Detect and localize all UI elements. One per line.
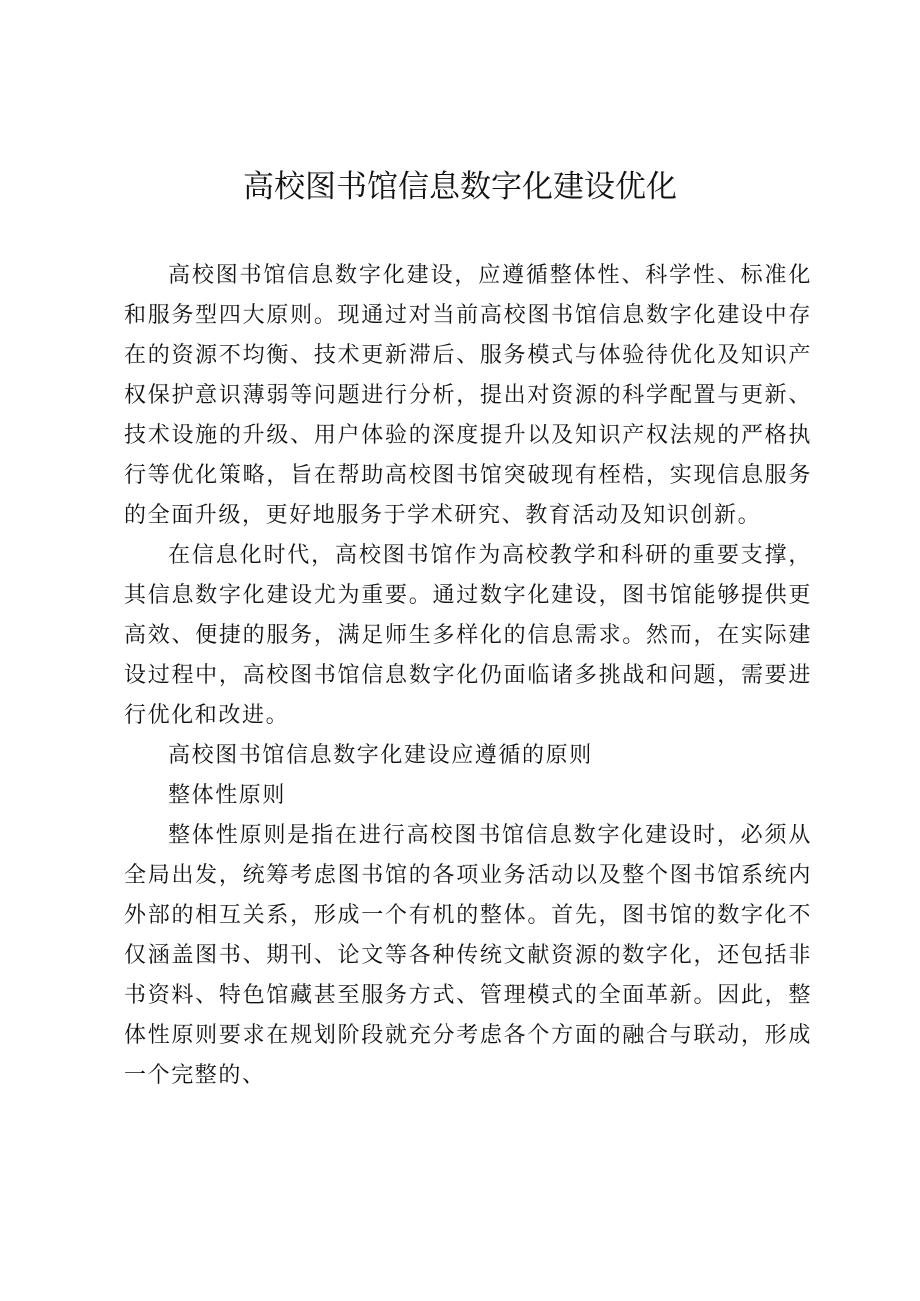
document-body (124, 256, 812, 1096)
paragraph-abstract: 高校图书馆信息数字化建设，应遵循整体性、科学性、标准化和服务型四大原则。现通过对当前高校图书馆信息数字化建设中存在的资源不均衡、技术更新滞后、服务模式与体验待优化及知识产权保护意识薄弱等问题进行分析，提出对资源的科学配置与更新、技术设施的升级、用户体验的深度提升以及知识产权法规的严格执行等优化策略，旨在帮助高校图书馆突破现有桎梏，实现信息服务的全面升级，更好地服务于学术研究、教育活动及知识创新。 (124, 263, 812, 528)
paragraph-introduction: 在信息化时代，高校图书馆作为高校教学和科研的重要支撑，其信息数字化建设尤为重要。通过数字化建设，图书馆能够提供更高效、便捷的服务，满足师生多样化的信息需求。然而，在实际建设过程中，高校图书馆信息数字化仍面临诸多挑战和问题，需要进行优化和改进。 (124, 543, 812, 728)
section-heading-principles: 高校图书馆信息数字化建设应遵循的原则 (168, 743, 593, 768)
document-title: 高校图书馆信息数字化建设优化 (243, 169, 677, 205)
subsection-heading-integrity: 整体性原则 (168, 783, 287, 808)
paragraph-integrity-principle: 整体性原则是指在进行高校图书馆信息数字化建设时，必须从全局出发，统筹考虑图书馆的各项业务活动以及整个图书馆系统内外部的相互关系，形成一个有机的整体。首先，图书馆的数字化不仅涵盖图书、期刊、论文等各种传统文献资源的数字化，还包括非书资料、特色馆藏甚至服务方式、管理模式的全面革新。因此，整体性原则要求在规划阶段就充分考虑各个方面的融合与联动，形成一个完整的、 (124, 823, 812, 1088)
